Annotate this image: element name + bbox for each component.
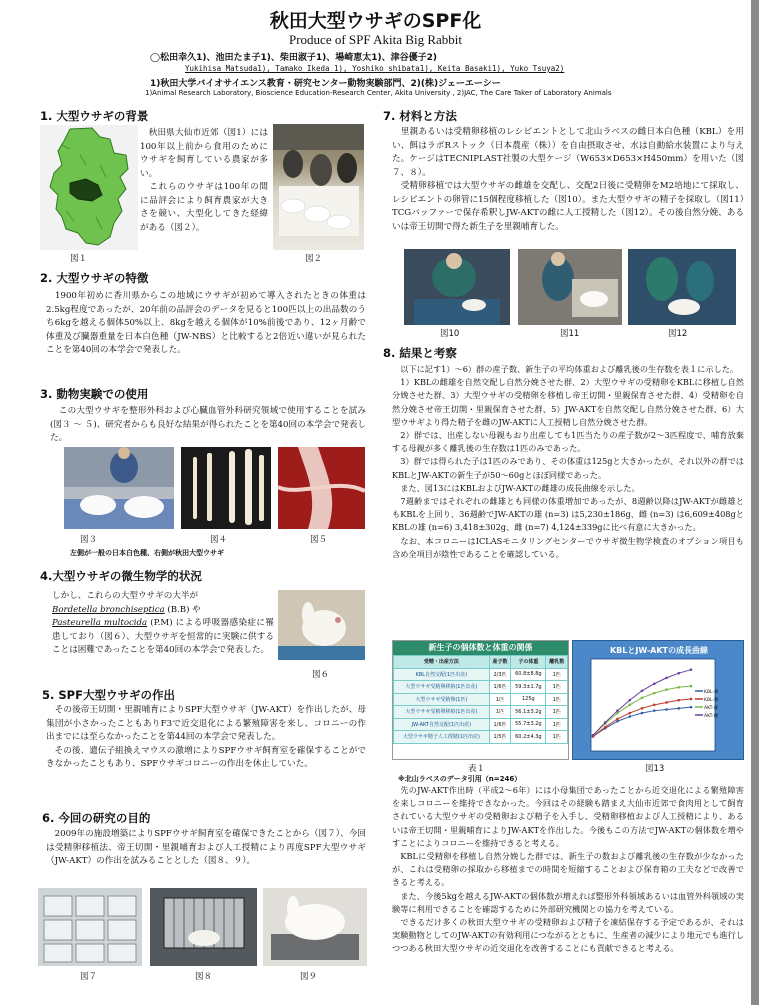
- sperm-collection-photo: [518, 249, 622, 325]
- data-point: [690, 668, 693, 671]
- data-point: [604, 726, 607, 729]
- section8-text-b: 先のJW-AKT作出時（平成2～6年）には小母集団であったことから近交退化による繁殖障害を来しコロニーを維持できなかった。今回はその経験も踏まえ大仙市近郊で食肉用として飼育されている大型ウサギの受精卵および精子を入手し、受精卵移植および人工授精により、あるいは帝王切開・里親哺育によりJW-AKTを作出した。今後もこの方法でJW-AKTの個体数を増やすことによりコロニーを維持できると考える。 KBLに受精卵を移植し自然分娩した群では、新生子の数および離乳後の生存数が少なかったが、これは受精卵の採取から移植までの時間を短縮することおよび保育箱の工夫などで改善できると考える。 また、今後5kgを越えるJW-AKTの個体数が増えれば整形外科領域あるいは血管外科領域の実験等に利用できることを確認するために外部研究機関との協力を考えている。 できるだけ多くの秋田大型ウサギの受精卵および精子を凍結保存する予定であるが、それは実験動物としてのJW-AKTの有効利用につながるとともに、生産者の減少により地元でも進行しつつある秋田大型ウサギの近交退化を改善することにも貢献できると考える。: [392, 785, 744, 954]
- data-point: [641, 697, 644, 700]
- data-point: [616, 720, 619, 723]
- table1-cell: KBL自然交配(1匹出産): [394, 668, 490, 681]
- authors-english: Yukihisa Matsuda1), Tamako Ikeda 1), Yoshiko shibata1), Keita Basaki1), Yuko Tsuya2): [185, 64, 565, 73]
- section4-text-a: しかし、これらの大型ウサギの大半が: [52, 591, 199, 601]
- table1-header: 子の体重: [511, 656, 546, 669]
- infected-rabbit-photo: [278, 590, 365, 660]
- legend-label: KBL-雌: [704, 698, 719, 703]
- table1-cell: 60.8±8.8g: [511, 668, 546, 681]
- fig4-caption: 図４: [210, 535, 228, 545]
- data-point: [653, 709, 656, 712]
- data-point: [628, 712, 631, 715]
- section4-heading: 4.大型ウサギの微生物学的状況: [40, 569, 202, 583]
- section1-text: 秋田県大仙市近郊（図1）には100年以上前から食用のためにウサギを飼育している農家が多い。 これらのウサギは100年の間に品評会により飼育農家が大きさを競い、大型化してきた経緯がある（図２）。: [140, 128, 268, 233]
- section4-text-c: (P.M) による呼吸器感染症に罹患しており（図６）、大型ウサギを恒常的に実験に供することは困難であったことを第40回の本学会で発表した。: [52, 618, 275, 655]
- section5-text: その後帝王切開・里親哺育によりSPF大型ウサギ（JW-AKT）を作出したが、母集団が小さかったこともありF3で近交退化による繁殖障害を来し、コロニーの作出までには至らなかったことを第44回の本学会で発表した。 その後、遺伝子組換えマウスの激増によりSPFウサギ飼育室を確保することができなかったこともあり、SPFウサギコロニーの作出を休止していた。: [46, 705, 366, 769]
- data-point: [665, 677, 668, 680]
- data-point: [665, 701, 668, 704]
- fig3-caption: 図３: [80, 535, 98, 545]
- data-point: [641, 689, 644, 692]
- table1-cell: 55.7±3.2g: [511, 718, 546, 731]
- bones-photo: [181, 447, 271, 529]
- section3-heading: 3. 動物実験での使用: [40, 387, 149, 401]
- table1-header: 受精・出産方法: [394, 656, 490, 669]
- data-point: [653, 704, 656, 707]
- table1-cell: 1/6匹: [489, 681, 511, 694]
- growth-chart: [572, 640, 744, 760]
- table1-cell: 1/6匹: [489, 718, 511, 731]
- data-point: [616, 709, 619, 712]
- embryo-transfer-photo: [404, 249, 510, 325]
- data-point: [641, 707, 644, 710]
- fig9-caption: 図９: [300, 972, 318, 982]
- insemination-photo: [628, 249, 736, 325]
- fig2-caption: 図２: [305, 254, 323, 264]
- table1-cell: 1匹: [489, 706, 511, 719]
- data-point: [665, 688, 668, 691]
- data-point: [604, 721, 607, 724]
- section7-text: 里親あるいは受精卵移植のレシピエントとして北山ラベスの雌日本白色種（KBL）を用い、餌はラボRストック（日本農産（株））を自由摂取させ、水は自動給水装置により与えた。ケージはTECNIPLAST社製の大型ケージ（W653×D653×H450mm）を用いた（図７、８）。 受精卵移植では大型ウサギの雌雄を交配し、交配2日後に受精卵をM2培地にて採取し、レシピエントの卵管に15個程度移植した（図10）。また大型ウサギの精子を採取し（図11）TCGバッファーで保存希釈しJW-AKTの雌に人工授精した（図12）。その後自然分娩、あるいは帝王切開で得た新生子を里親哺育した。: [392, 127, 744, 232]
- section8-text-a: 以下に記す1）～6）群の産子数、新生子の平均体重および離乳後の生存数を表１に示した。 1）KBLの雌雄を自然交配し自然分娩させた群、2）大型ウサギの受精卵をKBLに移植し自然分娩させた群、3）大型ウサギの受精卵を移植し帝王切開・里親保育させた群、4）受精卵を自然分娩させ帝王切開・里親保育させた群、5）JW-AKTを自然交配し自然分娩させた群、6）大型ウサギより得た精子を雌のJW-AKTに人工授精し自然分娩させた群。 2）群では、出産しない母親もおり出産しても1匹当たりの産子数が2～3匹程度で、哺育放棄する母親が多く離乳後の生存数は1匹のみであった。 3）群では得られた子は1匹のみであり、その体重は125gと大きかったが、それ以外の群ではKBLとJW-AKTの新生子が50～60gとほぼ同様であった。 また、図13にはKBLおよびJW-AKTの雌雄の成長曲線を示した。 7週齢まではそれぞれの雌雄とも同様の体重増加であったが、8週齢以降はJW-AKTが雌雄ともKBLを上回り、36週齢でJW-AKTの雄 (n=3) は5,230±186g、雌 (n=3) は6,609±408gとKBLの雄 (n=6) 3,418±302g、雌 (n=7) 4,124±339gに比べ有意に大きかった。 なお、本コロニーはICLASモニタリングセンターでウサギ微生物学検査のオプション項目も含め全項目が陰性であることを確認している。: [392, 364, 744, 559]
- table1-cell: 60.2±4.3g: [511, 731, 546, 744]
- section2-heading: 2. 大型ウサギの特徴: [40, 271, 149, 285]
- section2-text: 1900年初めに香川県からこの地域にウサギが初めて導入されたときの体重は2.5kg程度であったが、20年前の品評会のデータを見ると100匹以上の出品数のうち6kgを越える個体50%以上、8kgを越える個体が10%前後であり、12ヶ月齢で体重及び臓器重量を日本白色種（JW-NBS）と比較すると2倍近い違いが見られたことを第40回の本学会で発表した。: [46, 291, 366, 355]
- data-point: [641, 712, 644, 715]
- legend-label: AKT-雌: [704, 714, 719, 719]
- vessel-photo: [278, 447, 365, 529]
- data-point: [677, 686, 680, 689]
- table1-grid: [393, 655, 568, 744]
- table-row: [394, 668, 568, 681]
- table-row: [394, 693, 568, 706]
- table1-cell: 1/5匹: [489, 731, 511, 744]
- chart-title: KBLとJW-AKTの成長曲線: [609, 646, 709, 655]
- fig10-caption: 図10: [440, 329, 460, 339]
- cage-room-photo: [38, 888, 142, 966]
- rabbit-scale-photo: [263, 888, 367, 966]
- table1-cell: 2/3匹: [489, 668, 511, 681]
- affiliation-english: 1)Animal Research Laboratory, Bioscience Education-Research Center, Akita University , 2)JAC, The Care Taker of Laboratory Animals: [145, 89, 612, 97]
- data-point: [653, 692, 656, 695]
- section7-heading: 7. 材料と方法: [383, 109, 457, 123]
- table1-cell: 1匹: [546, 693, 568, 706]
- fig12-caption: 図12: [668, 329, 688, 339]
- section3-text: この大型ウサギを整形外科および心臓血管外科研究領域で使用することを試み(図３ ～ ５)、研究者からも良好な結果が得られたことを第40回の本学会で発表した。: [50, 406, 366, 443]
- legend-label: AKT-雄: [704, 706, 719, 711]
- table1-cell: 1匹: [546, 731, 568, 744]
- legend-label: KBL-雄: [704, 690, 719, 695]
- fig6-caption: 図６: [312, 670, 330, 680]
- fig7-caption: 図７: [80, 972, 98, 982]
- table-row: [394, 718, 568, 731]
- section5-heading: 5. SPF大型ウサギの作出: [42, 688, 175, 702]
- table1-cell: 大型ウサギ受精卵(1匹): [394, 693, 490, 706]
- data-point: [592, 734, 595, 737]
- data-point: [690, 706, 693, 709]
- section1-heading: 1. 大型ウサギの背景: [40, 109, 149, 123]
- data-point: [690, 685, 693, 688]
- poster-subtitle: Produce of SPF Akita Big Rabbit: [289, 32, 462, 47]
- table1-cell: 1匹: [546, 718, 568, 731]
- growth-chart-svg: [573, 641, 745, 761]
- section6-heading: 6. 今回の研究の目的: [42, 811, 151, 825]
- table1-cell: 125g: [511, 693, 546, 706]
- fig13-caption: 図13: [645, 764, 665, 774]
- table1-cell: 1匹: [489, 693, 511, 706]
- table1-cell: 59.3±1.7g: [511, 681, 546, 694]
- table1-cell: 1匹: [546, 681, 568, 694]
- data-point: [628, 715, 631, 718]
- data-point: [677, 672, 680, 675]
- table1-cell: 大型ウサギ受精卵移植(1匹出産): [394, 681, 490, 694]
- affiliation: 1)秋田大学バイオサイエンス教育・研究センター動物実験部門、2)(株)ジェーエーシー: [150, 79, 501, 89]
- data-point: [628, 704, 631, 707]
- table1-caption: 表１: [468, 764, 486, 774]
- section4-text: [52, 590, 274, 658]
- section4-text-b: (B.B) や: [164, 604, 201, 615]
- bordetella-name: Bordetella bronchiseptica: [52, 604, 165, 615]
- table-row: [394, 731, 568, 744]
- data-point: [690, 698, 693, 701]
- table-row: [394, 681, 568, 694]
- pasteurella-name: Pasteurella multocida: [52, 618, 148, 628]
- fig3-note: 左側が一般の日本白色種、右側が秋田大型ウサギ: [70, 549, 224, 557]
- table1-cell: 56.1±3.2g: [511, 706, 546, 719]
- data-point: [653, 682, 656, 685]
- data-point: [616, 718, 619, 721]
- data-point: [628, 699, 631, 702]
- table1-cell: 大型ウサギ精子人工授精(1匹出産): [394, 731, 490, 744]
- fig5-caption: 図５: [310, 535, 328, 545]
- data-point: [677, 707, 680, 710]
- table1-cell: JW-AKT自然交配(1匹出産): [394, 718, 490, 731]
- data-point: [665, 708, 668, 711]
- table1-title: 新生子の個体数と体重の関係: [393, 641, 568, 655]
- fig11-caption: 図11: [560, 329, 580, 339]
- table1-note: ※北山ラベスのデータ引用（n=246）: [398, 775, 522, 783]
- fig1-caption: 図１: [70, 254, 88, 264]
- section8-heading: 8. 結果と考察: [383, 346, 457, 360]
- table1-header: 産子数: [489, 656, 511, 669]
- section6-text: 2009年の施設増築によりSPFウサギ飼育室を確保できたことから（図７）、今回は受精卵移植法、帝王切開・里親哺育および人工授精により再度SPF大型ウサギ（JW-AKT）の作出を試みることとした（図８、９）。: [46, 829, 366, 866]
- table-row: [394, 706, 568, 719]
- data-point: [677, 699, 680, 702]
- table1-cell: 1匹: [546, 706, 568, 719]
- table1-cell: 大型ウサギ受精卵移植(1匹出産): [394, 706, 490, 719]
- fig8-caption: 図８: [195, 972, 213, 982]
- map-akita-figure: [40, 125, 138, 250]
- surgery-rabbits-photo: [64, 447, 174, 529]
- poster-title: 秋田大型ウサギのSPF化: [269, 10, 482, 32]
- table1: [392, 640, 569, 760]
- authors: ◯松田幸久1)、池田たま子1)、柴田淑子1)、場崎恵太1)、津谷優子2): [150, 53, 437, 63]
- rabbit-show-photo: [273, 124, 364, 250]
- cage-closeup-photo: [150, 888, 257, 966]
- table1-cell: 1匹: [546, 668, 568, 681]
- table1-header: 離乳数: [546, 656, 568, 669]
